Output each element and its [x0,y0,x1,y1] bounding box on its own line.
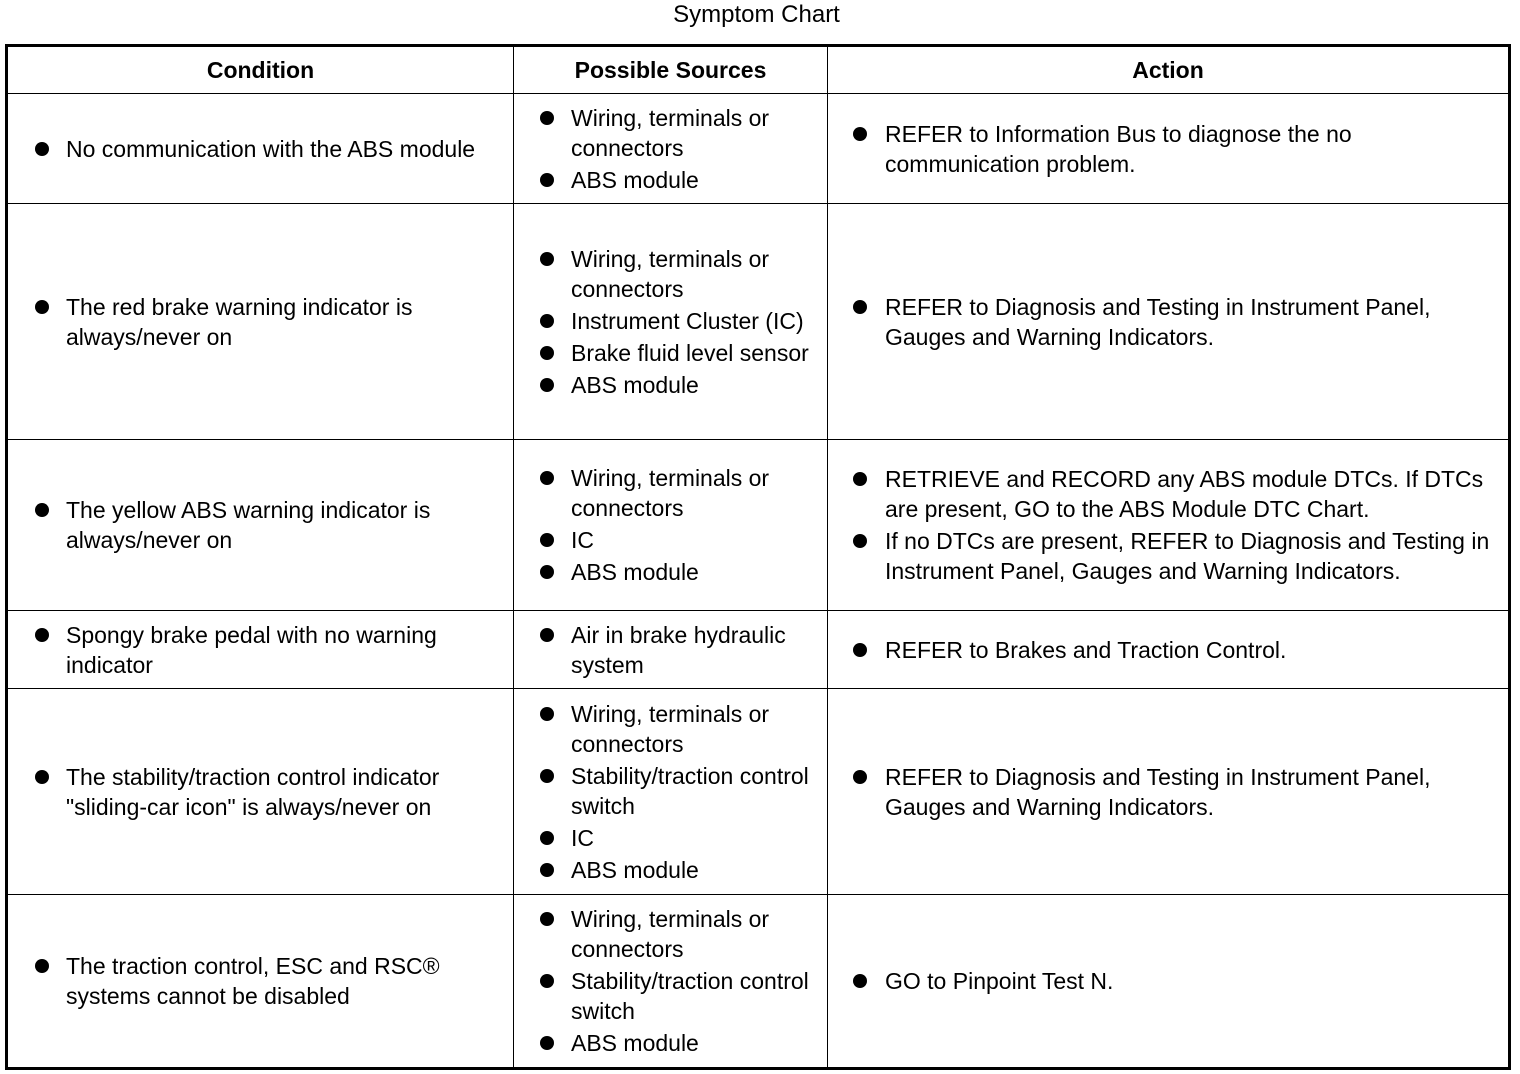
table-row [7,611,1510,689]
source-item [514,557,827,587]
bullet-icon [35,959,49,973]
source-item [514,699,827,759]
possible-sources-cell [514,689,828,895]
condition-item [8,292,513,352]
bullet-icon [540,533,554,547]
bullet-text: Wiring, terminals or connectors [571,104,770,161]
source-item [514,855,827,885]
bullet-icon [540,111,554,125]
source-item [514,103,827,163]
table-row [7,895,1510,1069]
bullet-list [514,244,827,400]
bullet-text: Stability/traction control switch [571,968,809,1024]
chart-title: Symptom Chart [673,1,840,28]
action-item [828,464,1508,524]
action-cell [828,440,1510,611]
table-row [7,94,1510,204]
bullet-text: ABS module [571,371,699,398]
table-row [7,440,1510,611]
bullet-text: Wiring, terminals or connectors [571,465,770,521]
bullet-text: IC [571,527,594,553]
bullet-list [514,463,827,587]
bullet-text: ABS module [571,856,699,883]
bullet-text: REFER to Diagnosis and Testing in Instrument Panel, Gauges and Warning Indicators. [885,293,1431,350]
bullet-list [514,699,827,885]
condition-item [8,620,513,680]
bullet-text: Air in brake hydraulic system [571,621,786,678]
bullet-icon [540,974,554,988]
bullet-text: REFER to Brakes and Traction Control. [885,636,1287,663]
bullet-icon [540,252,554,266]
action-cell [828,611,1510,689]
bullet-icon [540,1036,554,1050]
bullet-icon [540,912,554,926]
bullet-icon [853,127,867,141]
action-item [828,526,1508,586]
source-item [514,1028,827,1058]
bullet-list [8,620,513,680]
source-item [514,306,827,336]
bullet-icon [35,503,49,517]
bullet-text: ABS module [571,559,699,585]
action-item [828,292,1508,352]
bullet-list [828,464,1508,586]
action-item [828,762,1508,822]
bullet-icon [853,534,867,548]
bullet-list [514,620,827,680]
bullet-text: If no DTCs are present, REFER to Diagnosis and Testing in Instrument Panel, Gauges and Warning Indicators. [885,528,1490,584]
bullet-icon [540,628,554,642]
condition-cell [7,895,514,1069]
bullet-text: The stability/traction control indicator "sliding-car icon" is always/never on [66,763,440,820]
source-item [514,525,827,555]
header-action: Action [828,46,1510,94]
possible-sources-cell [514,440,828,611]
header-condition: Condition [7,46,514,94]
bullet-text: ABS module [571,166,699,193]
bullet-text: Instrument Cluster (IC) [571,307,804,334]
action-cell [828,895,1510,1069]
bullet-list [8,495,513,555]
table-body [7,94,1510,1069]
source-item [514,966,827,1026]
bullet-list [828,292,1508,352]
bullet-text: GO to Pinpoint Test N. [885,968,1114,994]
bullet-icon [35,628,49,642]
bullet-icon [853,472,867,486]
condition-cell [7,204,514,440]
bullet-icon [853,770,867,784]
source-item [514,620,827,680]
bullet-icon [540,863,554,877]
bullet-icon [540,831,554,845]
action-cell [828,204,1510,440]
source-item [514,244,827,304]
condition-item [8,951,513,1011]
source-item [514,823,827,853]
bullet-icon [35,770,49,784]
bullet-text: The red brake warning indicator is always/never on [66,293,413,350]
table-row [7,204,1510,440]
possible-sources-cell [514,94,828,204]
source-item [514,370,827,400]
action-item [828,966,1508,996]
bullet-icon [540,173,554,187]
bullet-icon [540,471,554,485]
action-item [828,119,1508,179]
bullet-icon [35,142,49,156]
bullet-text: Stability/traction control switch [571,762,809,819]
condition-item [8,134,513,164]
action-cell [828,689,1510,895]
bullet-icon [35,300,49,314]
bullet-text: The yellow ABS warning indicator is always/never on [66,497,431,553]
condition-cell [7,689,514,895]
bullet-list [8,762,513,822]
bullet-text: Wiring, terminals or connectors [571,700,770,757]
bullet-text: Brake fluid level sensor [571,339,809,366]
bullet-text: No communication with the ABS module [66,135,476,162]
bullet-text: REFER to Diagnosis and Testing in Instrument Panel, Gauges and Warning Indicators. [885,763,1431,820]
bullet-icon [853,643,867,657]
bullet-icon [540,314,554,328]
header-possible-sources: Possible Sources [514,46,828,94]
bullet-icon [540,769,554,783]
condition-item [8,495,513,555]
bullet-text: ABS module [571,1030,699,1056]
possible-sources-cell [514,895,828,1069]
source-item [514,761,827,821]
bullet-icon [540,707,554,721]
bullet-list [828,635,1508,665]
source-item [514,338,827,368]
action-item [828,635,1508,665]
bullet-text: Spongy brake pedal with no warning indicator [66,621,437,678]
condition-cell [7,611,514,689]
bullet-list [828,762,1508,822]
bullet-icon [540,346,554,360]
bullet-text: IC [571,824,594,851]
bullet-list [8,134,513,164]
condition-item [8,762,513,822]
bullet-text: REFER to Information Bus to diagnose the no communication problem. [885,120,1352,177]
bullet-icon [853,974,867,988]
condition-cell [7,440,514,611]
bullet-list [828,119,1508,179]
source-item [514,463,827,523]
symptom-table [5,44,1511,1070]
bullet-list [514,103,827,195]
table-row [7,689,1510,895]
source-item [514,165,827,195]
bullet-icon [540,565,554,579]
condition-cell [7,94,514,204]
bullet-icon [540,378,554,392]
bullet-icon [853,300,867,314]
bullet-list [8,292,513,352]
bullet-list [514,904,827,1058]
action-cell [828,94,1510,204]
possible-sources-cell [514,204,828,440]
bullet-text: Wiring, terminals or connectors [571,906,770,962]
bullet-list [8,951,513,1011]
bullet-text: The traction control, ESC and RSC® systems cannot be disabled [66,953,440,1009]
bullet-text: Wiring, terminals or connectors [571,245,770,302]
possible-sources-cell [514,611,828,689]
header-row [7,46,1510,94]
bullet-text: RETRIEVE and RECORD any ABS module DTCs. If DTCs are present, GO to the ABS Module DTC Chart. [885,466,1484,522]
bullet-list [828,966,1508,996]
source-item [514,904,827,964]
